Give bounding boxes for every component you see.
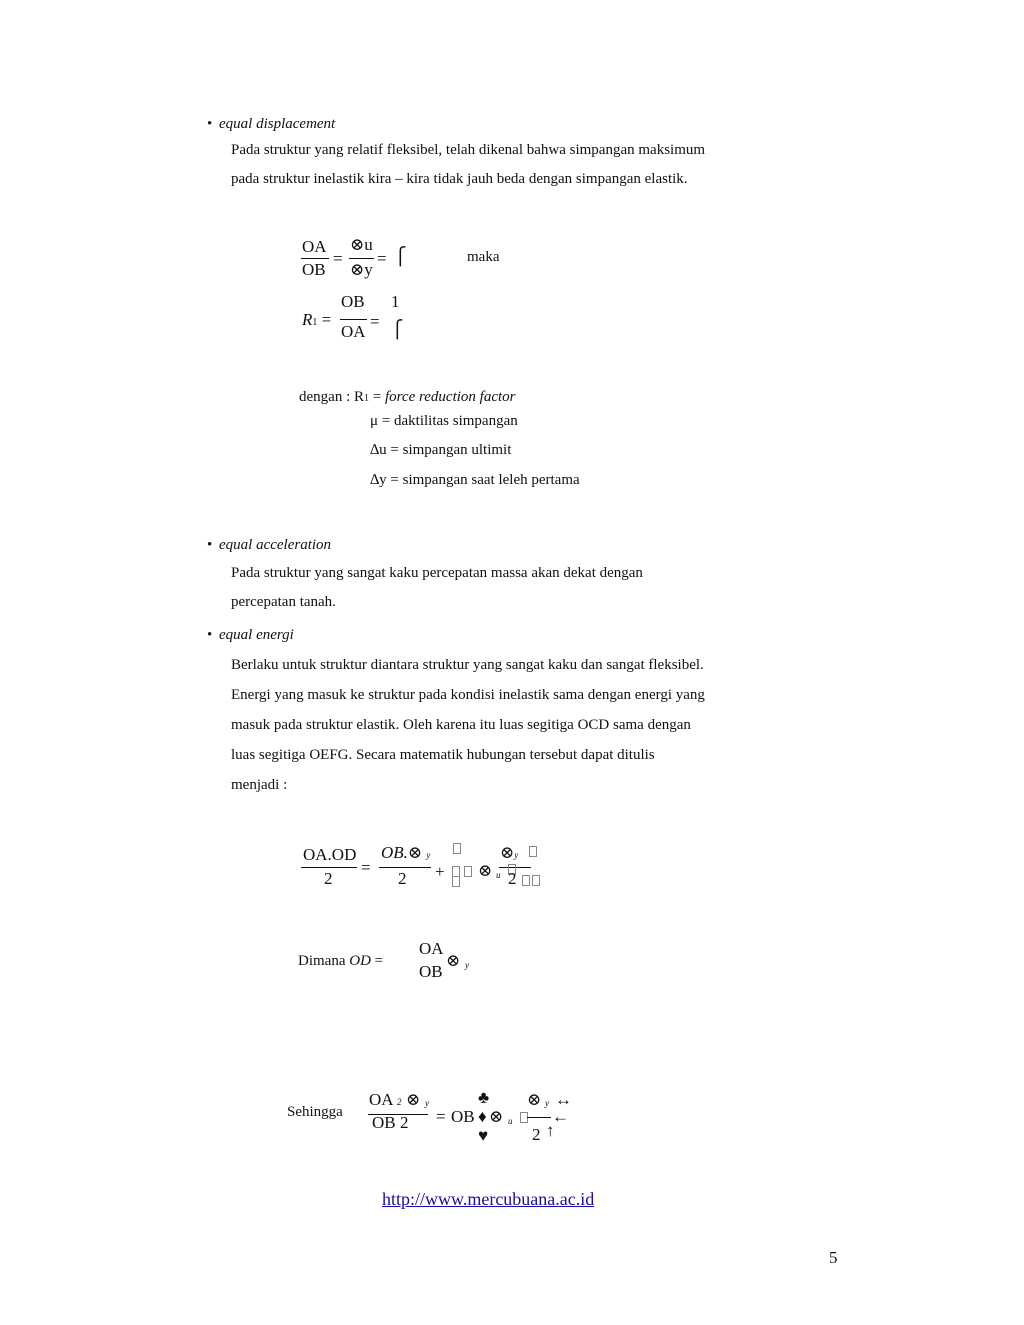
bullet: • [207, 537, 213, 553]
definition-intro-eq: = [369, 389, 385, 405]
section-title-equal-displacement: equal displacement [219, 116, 336, 132]
eq-label [298, 953, 383, 970]
eq-otimes: ⊗ [478, 861, 493, 880]
eq-den: 2 [324, 869, 333, 888]
eq-den-power: 2 [400, 1113, 409, 1132]
eq-sign: = [377, 249, 387, 268]
eq-num [381, 843, 430, 863]
eq-label-text: Dimana [298, 953, 350, 969]
eq-label: Sehingga [287, 1104, 343, 1120]
missing-glyph-box [522, 875, 530, 886]
missing-glyph-box [464, 866, 472, 877]
fraction-bar [349, 258, 374, 259]
eq-sign: = [333, 249, 343, 268]
eq-sign: = [321, 310, 332, 329]
eq-subscript: y [425, 1098, 429, 1108]
paragraph-line: pada struktur inelastik kira – kira tidak jauh beda dengan simpangan elastik. [231, 171, 688, 187]
eq-den: 2 [508, 869, 517, 888]
eq-den: OB [302, 260, 326, 279]
fraction-bar [301, 258, 329, 259]
fraction-bar [301, 867, 357, 868]
fraction-bar [340, 319, 367, 320]
missing-glyph-box [532, 875, 540, 886]
eq-subscript: y [426, 850, 431, 860]
paragraph-line: luas segitiga OEFG. Secara matematik hubungan tersebut dapat ditulis [231, 747, 655, 763]
eq-heart-symbol: ♥ [478, 1126, 489, 1145]
eq-sign: = [370, 312, 380, 331]
definition-intro-sub: 1 [364, 393, 369, 404]
eq-sign: + [435, 862, 445, 881]
eq-subscript: y [545, 1098, 549, 1108]
eq-r: R [302, 310, 313, 329]
eq-otimes: ⊗ [406, 1090, 421, 1109]
eq-mu-symbol: ⎧ [391, 320, 404, 339]
eq-sign: = [361, 858, 371, 877]
eq-one: 1 [391, 292, 400, 311]
paragraph-line: Berlaku untuk struktur diantara struktur yang sangat kaku dan sangat fleksibel. [231, 657, 704, 673]
eq-r-sub: 1 [312, 317, 318, 328]
eq-otimes: ⊗ [489, 1107, 504, 1126]
paragraph-line: percepatan tanah. [231, 594, 336, 610]
eq-club-symbol: ♣ [478, 1088, 490, 1107]
eq-den: OB [372, 1113, 396, 1132]
definition-intro-text: dengan : R [299, 389, 364, 405]
page-number: 5 [829, 1248, 838, 1267]
eq-num: OA [369, 1090, 394, 1109]
eq-num: OA.OD [303, 845, 357, 864]
eq-den: 2 [532, 1125, 541, 1144]
eq-subscript: u [508, 1116, 513, 1126]
eq-num: OB [341, 292, 365, 311]
eq-subscript: y [465, 960, 469, 970]
section-title-equal-acceleration: equal acceleration [219, 537, 332, 553]
footer-link[interactable]: http://www.mercubuana.ac.id [382, 1189, 595, 1209]
eq-den: OB [419, 962, 443, 981]
missing-glyph-box [452, 876, 460, 887]
eq-num: OA [302, 237, 327, 256]
paragraph-line: Energi yang masuk ke struktur pada kondisi inelastik sama dengan energi yang [231, 687, 705, 703]
eq-num: OA [419, 939, 444, 958]
eq-power: 2 [397, 1097, 402, 1107]
paragraph-line: Pada struktur yang relatif fleksibel, telah dikenal bahwa simpangan maksimum [231, 142, 706, 158]
eq-den: OA [341, 322, 366, 341]
eq-var-ob: OB [451, 1107, 475, 1126]
eq-num-otimes: ⊗ [500, 843, 515, 862]
eq-sign: = [436, 1107, 446, 1126]
definition-term: force reduction factor [384, 389, 516, 405]
paragraph-line: masuk pada struktur elastik. Oleh karena itu luas segitiga OCD sama dengan [231, 717, 691, 733]
missing-glyph-box [529, 846, 537, 857]
eq-den: 2 [398, 869, 407, 888]
eq-otimes: ⊗ [527, 1090, 542, 1109]
eq-subscript: u [496, 870, 501, 880]
definition-line: μ = daktilitas simpangan [370, 413, 518, 429]
definition-line: ∆y = simpangan saat leleh pertama [370, 472, 580, 488]
fraction-bar [527, 1117, 551, 1118]
fraction-bar [379, 867, 431, 868]
paragraph-line: menjadi : [231, 777, 288, 793]
definition-intro [299, 389, 516, 406]
eq-arrow-up: ↑ [546, 1121, 555, 1140]
bullet: • [207, 627, 213, 643]
eq-den: ⊗y [350, 260, 373, 279]
eq-sign: = [370, 953, 384, 969]
eq-num-main: OB.⊗ [381, 843, 423, 862]
paragraph-line: Pada struktur yang sangat kaku percepatan massa akan dekat dengan [231, 565, 643, 581]
missing-glyph-box [453, 843, 461, 854]
section-title-equal-energi: equal energi [219, 627, 294, 643]
eq-var-r [302, 310, 331, 330]
eq-otimes: ⊗ [446, 951, 461, 970]
eq-num [500, 843, 518, 863]
eq-var-od: OD [349, 953, 371, 969]
definition-line: ∆u = simpangan ultimit [370, 442, 512, 458]
eq-text-maka: maka [467, 249, 500, 265]
eq-arrow-both: ↔ [555, 1090, 572, 1109]
eq-subscript: y [514, 850, 519, 860]
eq-arrow-left: ← [552, 1107, 569, 1126]
eq-diamond-symbol: ♦ [478, 1107, 487, 1126]
eq-mu-symbol: ⎧ [394, 247, 407, 266]
bullet: • [207, 116, 213, 132]
eq-num: ⊗u [350, 235, 373, 254]
